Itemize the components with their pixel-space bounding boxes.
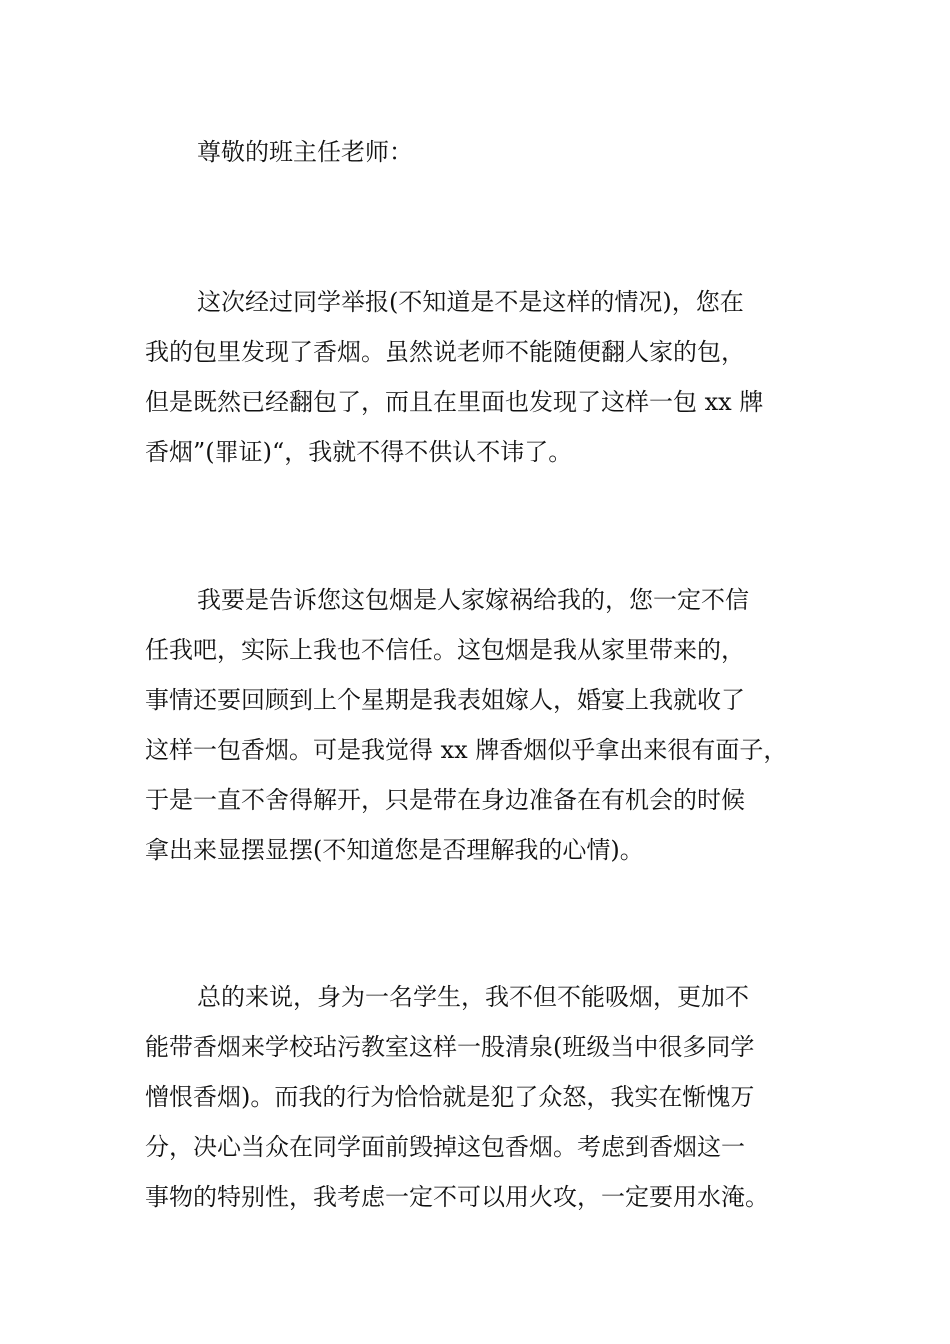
paragraph-line: 于是一直不舍得解开，只是带在身边准备在有机会的时候 [145,786,745,814]
paragraph-2 [145,575,815,875]
paragraph-line: 我的包里发现了香烟。虽然说老师不能随便翻人家的包， [145,338,745,366]
paragraph-line: 但是既然已经翻包了，而且在里面也发现了这样一包 xx 牌 [145,388,764,416]
paragraph-line: 拿出来显摆显摆(不知道您是否理解我的心情)。 [145,836,644,864]
paragraph-line: 事情还要回顾到上个星期是我表姐嫁人，婚宴上我就收了 [145,686,745,714]
paragraph-line: 总的来说，身为一名学生，我不但不能吸烟，更加不 [197,983,749,1011]
paragraph-line: 我要是告诉您这包烟是人家嫁祸给我的，您一定不信 [197,586,749,614]
paragraph-3 [145,972,815,1222]
salutation-text: 尊敬的班主任老师： [197,138,413,166]
paragraph-line: 这次经过同学举报(不知道是不是这样的情况)，您在 [197,288,744,316]
salutation [145,127,815,177]
paragraph-line: 任我吧，实际上我也不信任。这包烟是我从家里带来的， [145,636,745,664]
paragraph-line: 香烟”(罪证)“，我就不得不供认不讳了。 [145,438,573,466]
paragraph-line: 能带香烟来学校玷污教室这样一股清泉(班级当中很多同学 [145,1033,755,1061]
paragraph-line: 这样一包香烟。可是我觉得 xx 牌香烟似乎拿出来很有面子， [145,736,788,764]
paragraph-line: 事物的特别性，我考虑一定不可以用火攻，一定要用水淹。 [145,1183,769,1211]
paragraph-line: 憎恨香烟)。而我的行为恰恰就是犯了众怒，我实在惭愧万 [145,1083,755,1111]
paragraph-line: 分，决心当众在同学面前毁掉这包香烟。考虑到香烟这一 [145,1133,745,1161]
paragraph-1 [145,277,815,477]
